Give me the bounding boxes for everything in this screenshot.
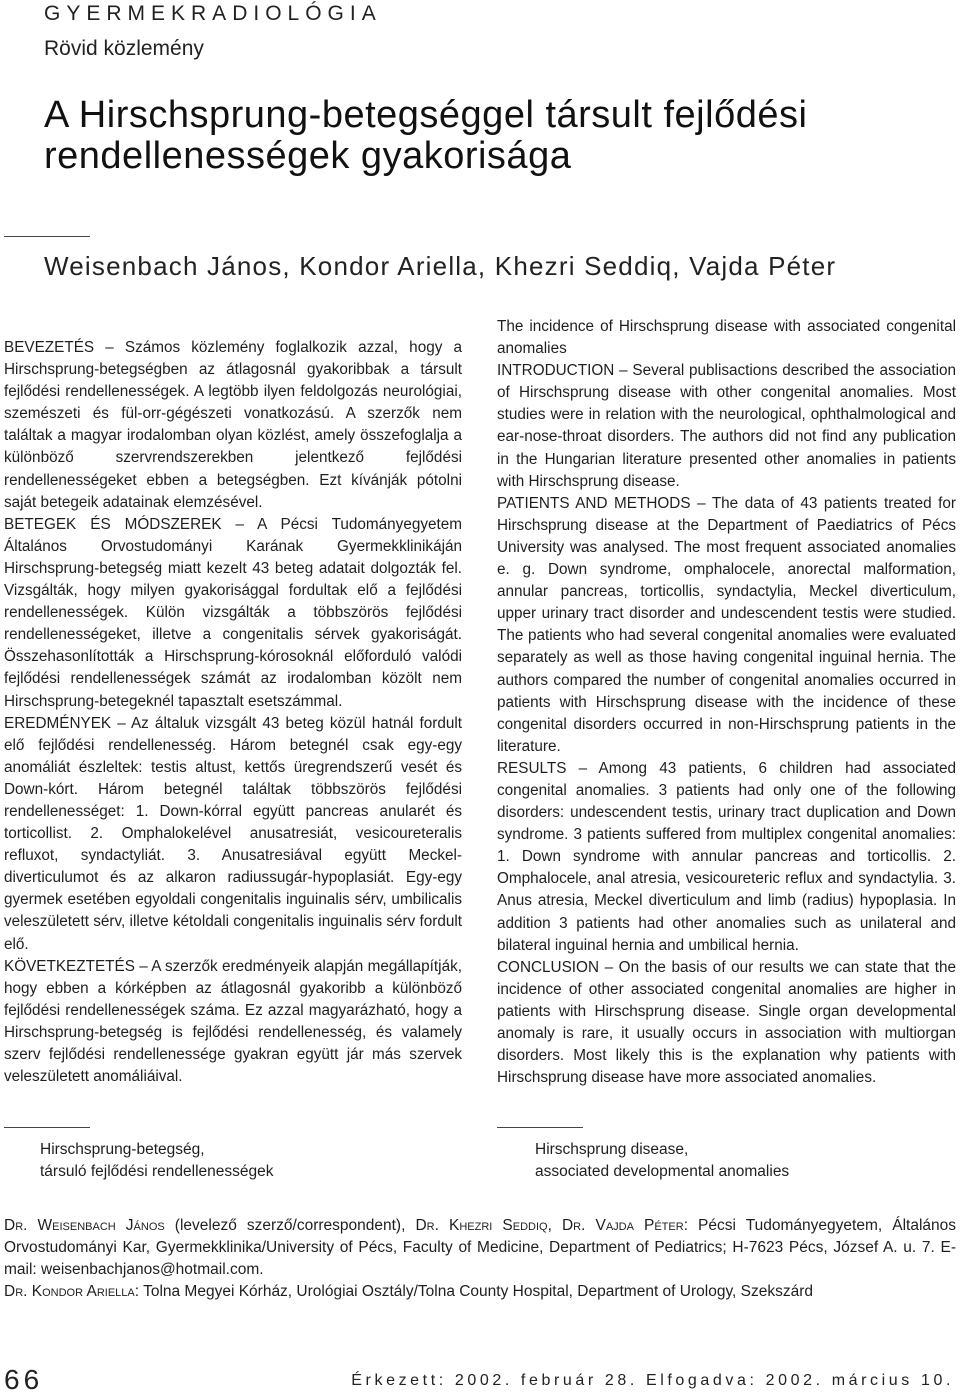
affiliation-text: : Pécsi Tudományegyetem, Általános Orvostudományi Kar, Gyermekklinika/University of Pécs, Faculty of Medicine, Department of Pediatrics; H-7623 Pécs, József A. u. 7. E-mail: weisenbachjanos@hotmail.com. — [4, 1217, 956, 1278]
hu-methods: BETEGEK ÉS MÓDSZEREK – A Pécsi Tudományegyetem Általános Orvostudományi Karának Gyermekklinikáján Hirschsprung-betegség miatt kezelt 43 beteg adatait dolgozták fel. Vizsgálták, hogy milyen gyakorisággal fordultak elő a fejlődési rendellenességek. Külön vizsgálták a többszörös fejlődési rendellenességeket, illetve a congenitalis sérvek gyakoriságát. Összehasonlították a Hirschsprung-kórosoknál előforduló valódi fejlődési rendellenességek számát az irodalomban közölt nem Hirschsprung-betegeknél tapasztalt esetszámmal. — [4, 515, 462, 710]
article-title: A Hirschsprung-betegséggel társult fejlődési rendellenességek gyakorisága — [44, 94, 808, 177]
en-methods: PATIENTS AND METHODS – The data of 43 patients treated for Hirschsprung disease at the Department of Paediatrics of Pécs University was analysed. The most frequent associated anomalies e. g. Down syndrome, omphalocele, anorectal malformation, annular pancreas, torticollis, syndactylia, Meckel diverticulum, upper urinary tract disorder and undescendent testis were studied. The patients who had several congenital anomalies were evaluated separately as well as those having congenital inguinal hernia. The authors compared the number of congenital anomalies occurred in patients with Hirschsprung disease with the incidence of these congenital disorders occurred in non-Hirschsprung patients in the literature. — [497, 494, 956, 755]
author-name: Dr. Khezri Seddiq — [415, 1217, 548, 1234]
section-label: Rövid közlemény — [44, 37, 204, 60]
keyword: Hirschsprung-betegség, — [40, 1141, 205, 1158]
keywords-divider-right — [497, 1127, 583, 1128]
english-keywords — [535, 1139, 789, 1183]
affiliation-text: (levelező szerző/correspondent), — [164, 1217, 416, 1234]
hungarian-abstract — [4, 337, 462, 1088]
title-divider — [4, 236, 90, 237]
affiliation-1 — [4, 1215, 956, 1281]
keyword: Hirschsprung disease, — [535, 1141, 689, 1158]
keywords-divider-left — [4, 1127, 90, 1128]
article-authors: Weisenbach János, Kondor Ariella, Khezri Seddiq, Vajda Péter — [44, 251, 837, 281]
page-number: 66 — [4, 1364, 44, 1395]
en-intro: INTRODUCTION – Several publisactions described the association of Hirschsprung disease with other congenital anomalies. Most studies were in relation with the neurological, ophthalmological and ear-nose-throat disorders. The authors did not find any publication in the Hungarian literature presented other anomalies in patients with Hirschsprung disease. — [497, 362, 956, 490]
author-name: Dr. Vajda Péter — [561, 1217, 684, 1234]
hu-intro: BEVEZETÉS – Számos közlemény foglalkozik azzal, hogy a Hirschsprung-betegségben az átlagosnál gyakoribbak a társult fejlődési rendellenességek. A legtöbb ilyen feldolgozás neurológiai, szemészeti és fül-orr-gégészeti vonatkozású. A szerzők nem találtak a magyar irodalomban olyan közlést, amely összefoglalja a különböző szervrendszerekben jelentkező fejlődési rendellenességeket ebben a betegségben. Ezt kívánják pótolni saját betegeik adatainak elemzésével. — [4, 339, 462, 511]
affiliation-text: : Tolna Megyei Kórház, Urológiai Osztály/Tolna County Hospital, Department of Urology, Szekszárd — [134, 1283, 814, 1300]
keyword: társuló fejlődési rendellenességek — [40, 1163, 274, 1180]
en-results: RESULTS – Among 43 patients, 6 children had associated congenital anomalies. 3 patients had only one of the following disorders: undescendent testis, urinary tract duplication and Down syndrome. 3 patients suffered from multiplex congenital anomalies: 1. Down syndrome with annular pancreas and torticollis. 2. Omphalocele, anal atresia, vesicoureteric reflux and syndactylia. 3. Anus atresia, Meckel diverticulum and limb (radius) hypoplasia. In addition 3 patients had other anomalies such as unilateral and bilateral inguinal hernia and umbilical hernia. — [497, 759, 956, 954]
received-accepted-dates: Érkezett: 2002. február 28. Elfogadva: 2002. március 10. — [351, 1372, 954, 1389]
hu-results: EREDMÉNYEK – Az általuk vizsgált 43 beteg közül hatnál fordult elő fejlődési rendellenesség. Három betegnél csak egy-egy anomáliát észleltek: testis altust, kettős üregrendszerű vesét és Down-kórt. Három betegnél találtak többszörös fejlődési rendellenességet: 1. Down-kórral együtt pancreas anularét és torticollist. 2. Omphalokelével anusatresiát, vesicoureteralis refluxot, syndactyliát. 3. Anusatresiával együtt Meckel-diverticulumot és az alkaron radiussugár-hypoplasiát. Egy-egy gyermek esetében egyoldali congenitalis inguinalis sérv, umbilicalis veleszületett sérv, illetve kétoldali congenitalis inguinalis sérv fordult elő. — [4, 714, 463, 953]
en-conclusion: CONCLUSION – On the basis of our results we can state that the incidence of other associated congenital anomalies are higher in patients with Hirschsprung disease. Single organ developmental anomaly is rare, it usually occurs in association with multiorgan disorders. Most likely this is the explanation why patients with Hirschsprung disease have more associated anomalies. — [497, 958, 956, 1087]
hungarian-keywords — [40, 1139, 274, 1183]
author-name: Dr. Weisenbach János — [4, 1217, 165, 1234]
affiliation-2 — [4, 1281, 956, 1303]
author-affiliations — [4, 1215, 956, 1303]
hu-conclusion: KÖVETKEZTETÉS – A szerzők eredményeik alapján megállapítják, hogy ebben a kórképben az átlagosnál gyakoribb a különböző fejlődési rendellenességek száma. Ez azzal magyarázható, hogy a Hirschsprung-betegség is fejlődési rendellenesség, és valamely szerv fejlődési rendellenessége gyakran együtt jár más szervek veleszületett anomáliáival. — [4, 957, 462, 1086]
keyword: associated developmental anomalies — [535, 1163, 790, 1180]
english-abstract — [497, 316, 956, 1089]
english-title: The incidence of Hirschsprung disease with associated congenital anomalies — [497, 318, 956, 358]
affiliation-text: , — [547, 1217, 562, 1234]
author-name: Dr. Kondor Ariella — [4, 1283, 135, 1300]
journal-name: GYERMEKRADIOLÓGIA — [44, 2, 382, 25]
